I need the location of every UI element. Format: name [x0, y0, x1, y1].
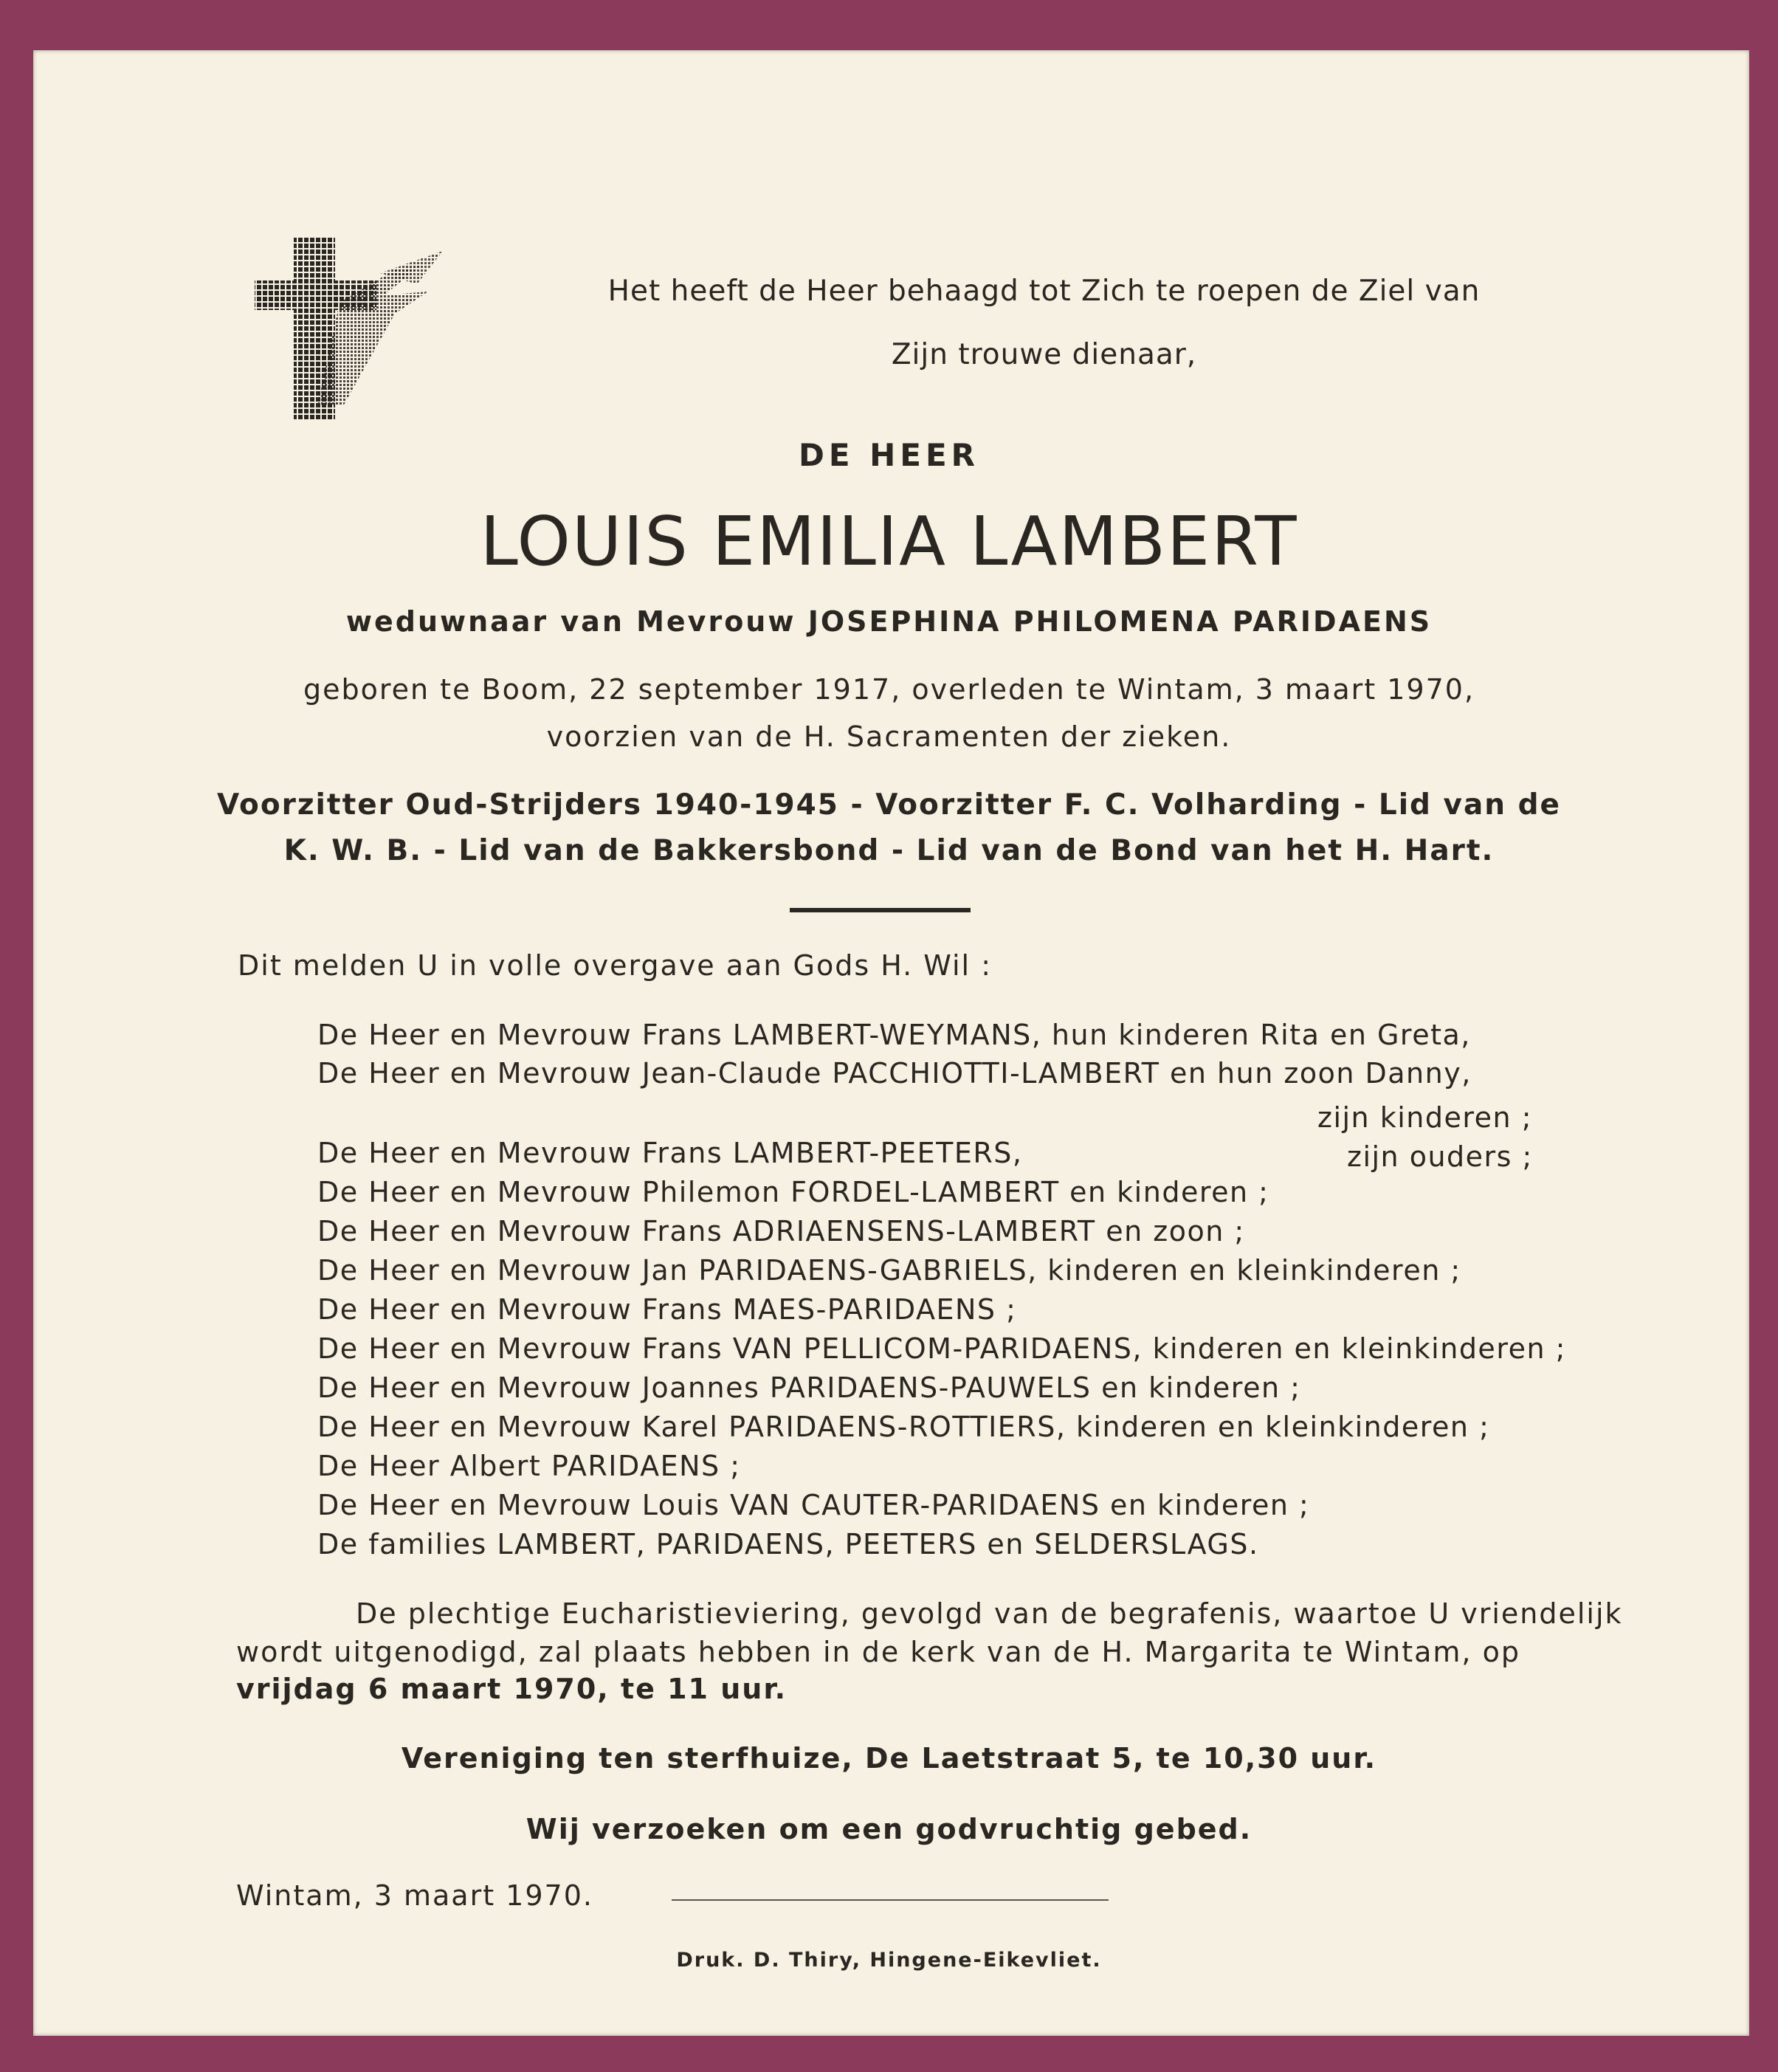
family-line: De Heer en Mevrouw Frans MAES-PARIDAENS ;: [317, 1293, 1017, 1326]
family-line: De Heer en Mevrouw Frans LAMBERT-PEETERS,: [317, 1137, 1023, 1169]
roles-line-1: Voorzitter Oud-Strijders 1940-1945 - Voorzitter F. C. Volharding - Lid van de: [216, 788, 1562, 822]
title-de-heer: DE HEER: [798, 437, 980, 473]
family-line: De Heer en Mevrouw Louis VAN CAUTER-PARIDAENS en kinderen ;: [317, 1489, 1310, 1521]
family-line: De Heer en Mevrouw Jean-Claude PACCHIOTTI-LAMBERT en hun zoon Danny,: [317, 1057, 1472, 1090]
gathering-line: Vereniging ten sterfhuize, De Laetstraat 5, te 10,30 uur.: [401, 1742, 1377, 1775]
kinship-children: zijn kinderen ;: [1317, 1101, 1533, 1134]
family-line: De Heer en Mevrouw Frans LAMBERT-WEYMANS, hun kinderen Rita en Greta,: [317, 1019, 1471, 1051]
family-line: De Heer en Mevrouw Frans ADRIAENSENS-LAMBERT en zoon ;: [317, 1215, 1245, 1247]
family-line: De Heer en Mevrouw Frans VAN PELLICOM-PARIDAENS, kinderen en kleinkinderen ;: [317, 1332, 1566, 1365]
sacraments-line: voorzien van de H. Sacramenten der zieken.: [546, 720, 1232, 753]
family-line: De Heer en Mevrouw Joannes PARIDAENS-PAUWELS en kinderen ;: [317, 1371, 1301, 1404]
family-line: De Heer en Mevrouw Philemon FORDEL-LAMBERT en kinderen ;: [317, 1176, 1269, 1208]
intro-line-2: Zijn trouwe dienaar,: [891, 338, 1197, 371]
family-line: De families LAMBERT, PARIDAENS, PEETERS en SELDERSLAGS.: [317, 1528, 1259, 1560]
family-line: De Heer Albert PARIDAENS ;: [317, 1450, 741, 1482]
kinship-parents: zijn ouders ;: [1347, 1140, 1533, 1173]
birth-death-line: geboren te Boom, 22 september 1917, overleden te Wintam, 3 maart 1970,: [303, 673, 1475, 706]
place-date: Wintam, 3 maart 1970.: [236, 1879, 593, 1912]
footer-rule: [672, 1899, 1109, 1901]
roles-line-2: K. W. B. - Lid van de Bakkersbond - Lid van de Bond van het H. Hart.: [283, 834, 1495, 867]
ceremony-line-1: De plechtige Eucharistieviering, gevolgd van de begrafenis, waartoe U vriendelijk: [356, 1597, 1623, 1630]
widower-line: weduwnaar van Mevrouw JOSEPHINA PHILOMENA PARIDAENS: [345, 605, 1433, 638]
printer-credit: Druk. D. Thiry, Hingene-Eikevliet.: [676, 1949, 1102, 1972]
deceased-name: LOUIS EMILIA LAMBERT: [480, 502, 1298, 581]
ceremony-line-2: wordt uitgenodigd, zal plaats hebben in de kerk van de H. Margarita te Wintam, op: [236, 1636, 1520, 1668]
divider: [790, 908, 971, 912]
intro-line-1: Het heeft de Heer behaagd tot Zich te roepen de Ziel van: [607, 275, 1481, 308]
announce-line: Dit melden U in volle overgave aan Gods H. Wil :: [238, 949, 992, 982]
ceremony-line-3: vrijdag 6 maart 1970, te 11 uur.: [236, 1673, 788, 1705]
family-line: De Heer en Mevrouw Karel PARIDAENS-ROTTIERS, kinderen en kleinkinderen ;: [317, 1411, 1490, 1443]
family-line: De Heer en Mevrouw Jan PARIDAENS-GABRIELS, kinderen en kleinkinderen ;: [317, 1254, 1461, 1287]
prayer-line: Wij verzoeken om een godvruchtig gebed.: [526, 1813, 1252, 1845]
